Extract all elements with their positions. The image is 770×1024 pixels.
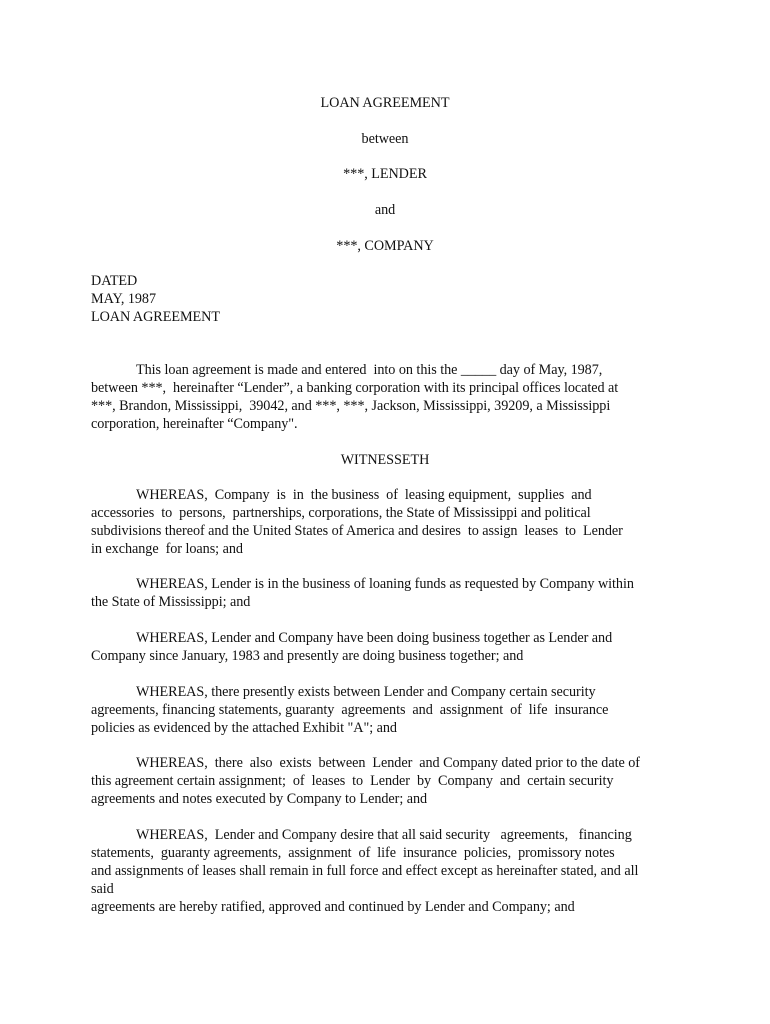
whereas-line: WHEREAS, Lender and Company desire that all said security agreements, financing <box>136 827 632 843</box>
whereas-line: in exchange for loans; and <box>91 541 243 557</box>
whereas-line: and assignments of leases shall remain in full force and effect except as hereinafter stated, and all <box>91 863 639 879</box>
whereas-line: the State of Mississippi; and <box>91 594 251 610</box>
whereas-line: this agreement certain assignment; of leases to Lender by Company and certain security <box>91 773 614 789</box>
intro-line: ***, Brandon, Mississippi, 39042, and ***, ***, Jackson, Mississippi, 39209, a Mississippi <box>91 398 611 414</box>
whereas-line: WHEREAS, there presently exists between Lender and Company certain security <box>136 684 596 700</box>
whereas-line: policies as evidenced by the attached Exhibit "A"; and <box>91 720 397 736</box>
whereas-line: subdivisions thereof and the United States of America and desires to assign leases to Lender <box>91 523 623 539</box>
whereas-line: said <box>91 881 114 897</box>
dated-subheading: LOAN AGREEMENT <box>91 309 220 325</box>
title-between: between <box>361 131 409 147</box>
document-title: LOAN AGREEMENT <box>320 95 450 111</box>
whereas-line: WHEREAS, Lender is in the business of loaning funds as requested by Company within <box>136 576 634 592</box>
whereas-line: accessories to persons, partnerships, corporations, the State of Mississippi and political <box>91 505 591 521</box>
whereas-line: WHEREAS, there also exists between Lender and Company dated prior to the date of <box>136 755 640 771</box>
whereas-line: agreements and notes executed by Company to Lender; and <box>91 791 428 807</box>
whereas-line: WHEREAS, Company is in the business of leasing equipment, supplies and <box>136 487 592 503</box>
whereas-line: agreements, financing statements, guaranty agreements and assignment of life insurance <box>91 702 609 718</box>
dated-date: MAY, 1987 <box>91 291 156 307</box>
title-and: and <box>374 202 396 218</box>
whereas-line: Company since January, 1983 and presently are doing business together; and <box>91 648 524 664</box>
intro-line: corporation, hereinafter “Company". <box>91 416 298 432</box>
intro-line: between ***, hereinafter “Lender”, a banking corporation with its principal offices located at <box>91 380 619 396</box>
title-lender: ***, LENDER <box>343 166 427 182</box>
title-company: ***, COMPANY <box>336 238 434 254</box>
intro-line: This loan agreement is made and entered into on this the _____ day of May, 1987, <box>136 362 603 378</box>
whereas-line: agreements are hereby ratified, approved and continued by Lender and Company; and <box>91 899 575 915</box>
witnesseth-heading: WITNESSETH <box>340 452 430 468</box>
dated-label: DATED <box>91 273 138 289</box>
whereas-line: statements, guaranty agreements, assignment of life insurance policies, promissory notes <box>91 845 615 861</box>
whereas-line: WHEREAS, Lender and Company have been doing business together as Lender and <box>136 630 613 646</box>
